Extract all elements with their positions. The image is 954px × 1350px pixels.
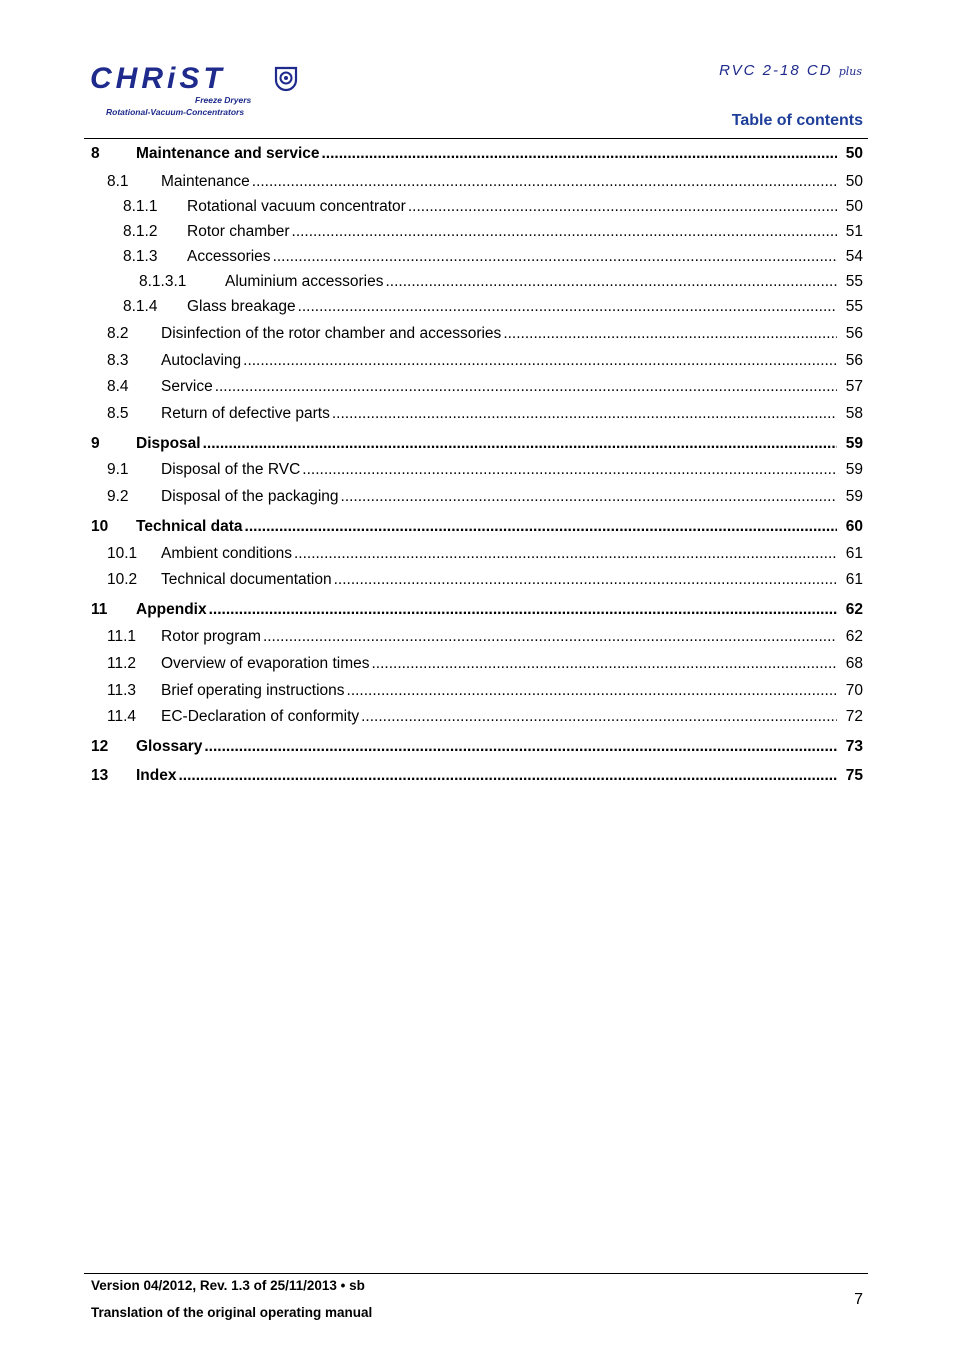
toc-entry-number: 11 xyxy=(91,601,108,618)
toc-entry[interactable] xyxy=(91,544,863,564)
toc-entry-title: Technical data xyxy=(136,518,243,535)
toc-entry-title-leader xyxy=(187,197,837,217)
toc-entry[interactable] xyxy=(91,600,863,620)
toc-entry-title: Disposal of the packaging xyxy=(161,488,339,505)
model-suffix: plus xyxy=(838,65,862,78)
toc-entry-number: 8.2 xyxy=(107,325,129,342)
toc-entry-page: 61 xyxy=(845,545,863,562)
toc-entry-number: 8.1.3 xyxy=(123,248,158,265)
toc-entry-page: 61 xyxy=(845,571,863,588)
toc-entry-title-leader xyxy=(136,434,837,454)
toc-entry-page: 56 xyxy=(845,325,863,342)
toc-entry-number: 8.5 xyxy=(107,405,129,422)
toc-entry-page: 62 xyxy=(845,601,863,618)
toc-entry-number: 8 xyxy=(91,145,100,162)
toc-entry-title: Disposal xyxy=(136,435,201,452)
toc-entry-page: 60 xyxy=(845,518,863,535)
toc-entry-page: 59 xyxy=(845,488,863,505)
header-divider xyxy=(84,138,868,139)
toc-entry[interactable] xyxy=(91,377,863,397)
toc-entry-number: 8.3 xyxy=(107,352,129,369)
toc-entry[interactable] xyxy=(91,197,863,217)
toc-entry-title-leader xyxy=(187,247,837,267)
footer-note: Translation of the original operating manual xyxy=(91,1305,373,1320)
toc-entry[interactable] xyxy=(91,324,863,344)
toc-entry-number: 11.4 xyxy=(107,708,137,725)
toc-entry[interactable] xyxy=(91,654,863,674)
toc-entry[interactable] xyxy=(91,172,863,192)
toc-entry-page: 50 xyxy=(845,145,863,162)
toc-entry-title: Glass breakage xyxy=(187,298,296,315)
toc-entry-title-leader xyxy=(161,487,837,507)
toc-entry-number: 9.1 xyxy=(107,461,129,478)
toc-entry-title-leader xyxy=(161,460,837,480)
toc-entry-page: 50 xyxy=(845,198,863,215)
toc-entry-page: 70 xyxy=(845,682,863,699)
toc-entry[interactable] xyxy=(91,570,863,590)
toc-entry-title-leader xyxy=(161,570,837,590)
toc-entry-title: Accessories xyxy=(187,248,271,265)
toc-entry-title: Rotor chamber xyxy=(187,223,290,240)
model-name xyxy=(719,62,862,79)
toc-entry-page: 59 xyxy=(845,461,863,478)
toc-entry-title-leader xyxy=(161,172,837,192)
toc-entry-number: 10.2 xyxy=(107,571,138,588)
toc-entry-title-leader xyxy=(161,324,837,344)
toc-entry-page: 68 xyxy=(845,655,863,672)
toc-entry-number: 8.1.2 xyxy=(123,223,158,240)
toc-entry[interactable] xyxy=(91,707,863,727)
toc-entry-number: 9.2 xyxy=(107,488,129,505)
toc-entry[interactable] xyxy=(91,766,863,786)
toc-entry-title: Aluminium accessories xyxy=(225,273,384,290)
toc-entry-title: Maintenance and service xyxy=(136,145,320,162)
toc-entry-title: Ambient conditions xyxy=(161,545,292,562)
toc-entry[interactable] xyxy=(91,681,863,701)
toc-entry-title: Brief operating instructions xyxy=(161,682,345,699)
toc-entry-page: 62 xyxy=(845,628,863,645)
toc-entry-title-leader xyxy=(161,627,837,647)
toc-entry-title: Overview of evaporation times xyxy=(161,655,370,672)
toc-entry-number: 12 xyxy=(91,738,109,755)
toc-entry-title: Rotor program xyxy=(161,628,261,645)
footer-version: Version 04/2012, Rev. 1.3 of 25/11/2013 • sb xyxy=(91,1278,365,1293)
page-number: 7 xyxy=(854,1291,863,1308)
brand-subtitle-freeze-dryers: Freeze Dryers xyxy=(195,95,252,105)
brand-wordmark: CHRiST xyxy=(90,62,226,95)
toc-entry-number: 9 xyxy=(91,435,100,452)
toc-entry[interactable] xyxy=(91,297,863,317)
toc-entry[interactable] xyxy=(91,517,863,537)
toc-entry-title-leader xyxy=(161,681,837,701)
toc-entry-page: 58 xyxy=(845,405,863,422)
toc-entry[interactable] xyxy=(91,272,863,292)
toc-entry-title: Appendix xyxy=(136,601,207,618)
toc-entry-number: 13 xyxy=(91,767,109,784)
toc-entry[interactable] xyxy=(91,460,863,480)
christ-logo xyxy=(90,62,320,122)
toc-entry-title-leader xyxy=(136,517,837,537)
toc-entry-page: 72 xyxy=(845,708,863,725)
toc-entry-title: Technical documentation xyxy=(161,571,332,588)
toc-entry-number: 11.1 xyxy=(107,628,137,645)
toc-entry-number: 10.1 xyxy=(107,545,138,562)
model-main: RVC 2-18 CD xyxy=(719,62,833,79)
toc-entry-title-leader xyxy=(136,766,837,786)
toc-entry-number: 8.1.3.1 xyxy=(139,273,187,290)
toc-entry[interactable] xyxy=(91,144,863,164)
toc-entry[interactable] xyxy=(91,487,863,507)
spiral-logo-icon xyxy=(273,66,299,92)
toc-entry-title: EC-Declaration of conformity xyxy=(161,708,360,725)
toc-entry-page: 50 xyxy=(845,173,863,190)
toc-entry-number: 8.1 xyxy=(107,173,129,190)
toc-entry-title-leader xyxy=(187,297,837,317)
toc-entry-number: 10 xyxy=(91,518,109,535)
toc-entry-title: Disinfection of the rotor chamber and accessories xyxy=(161,325,502,342)
brand-subtitle-rvc: Rotational-Vacuum-Concentrators xyxy=(106,107,245,117)
toc-entry-number: 8.4 xyxy=(107,378,129,395)
toc-entry-title-leader xyxy=(161,654,837,674)
toc-entry-title: Disposal of the RVC xyxy=(161,461,301,478)
toc-entry-number: 11.2 xyxy=(107,655,137,672)
toc-entry-number: 8.1.1 xyxy=(123,198,158,215)
toc-entry-title: Autoclaving xyxy=(161,352,242,369)
toc-entry-title-leader xyxy=(161,377,837,397)
toc-entry-title-leader xyxy=(187,222,837,242)
toc-entry[interactable] xyxy=(91,404,863,424)
toc-entry[interactable] xyxy=(91,737,863,757)
toc-entry-title-leader xyxy=(161,544,837,564)
toc-entry[interactable] xyxy=(91,247,863,267)
toc-entry-number: 11.3 xyxy=(107,682,137,699)
toc-entry[interactable] xyxy=(91,351,863,371)
toc-entry-title-leader xyxy=(161,707,837,727)
toc-entry-page: 56 xyxy=(845,352,863,369)
toc-entry-title-leader xyxy=(225,272,837,292)
toc-entry-title-leader xyxy=(136,600,837,620)
toc-entry-title-leader xyxy=(161,351,837,371)
section-title: Table of contents xyxy=(731,112,863,129)
toc-entry[interactable] xyxy=(91,222,863,242)
toc-entry-title: Return of defective parts xyxy=(161,405,330,422)
toc-entry-number: 8.1.4 xyxy=(123,298,158,315)
toc-entry-title: Service xyxy=(161,378,213,395)
toc-entry-page: 55 xyxy=(845,273,863,290)
toc-entry-title: Index xyxy=(136,767,177,784)
footer-divider xyxy=(84,1273,868,1274)
toc-entry-title: Glossary xyxy=(136,738,203,755)
toc-entry[interactable] xyxy=(91,434,863,454)
toc-entry[interactable] xyxy=(91,627,863,647)
toc-entry-page: 57 xyxy=(845,378,863,395)
toc-entry-page: 73 xyxy=(845,738,863,755)
toc-entry-title: Maintenance xyxy=(161,173,250,190)
toc-entry-title-leader xyxy=(136,737,837,757)
toc-entry-page: 51 xyxy=(845,223,863,240)
toc-entry-title: Rotational vacuum concentrator xyxy=(187,198,406,215)
toc-entry-page: 54 xyxy=(845,248,863,265)
toc-entry-page: 75 xyxy=(845,767,863,784)
toc-entry-page: 59 xyxy=(845,435,863,452)
toc-entry-title-leader xyxy=(136,144,837,164)
toc-entry-title-leader xyxy=(161,404,837,424)
toc-entry-page: 55 xyxy=(845,298,863,315)
